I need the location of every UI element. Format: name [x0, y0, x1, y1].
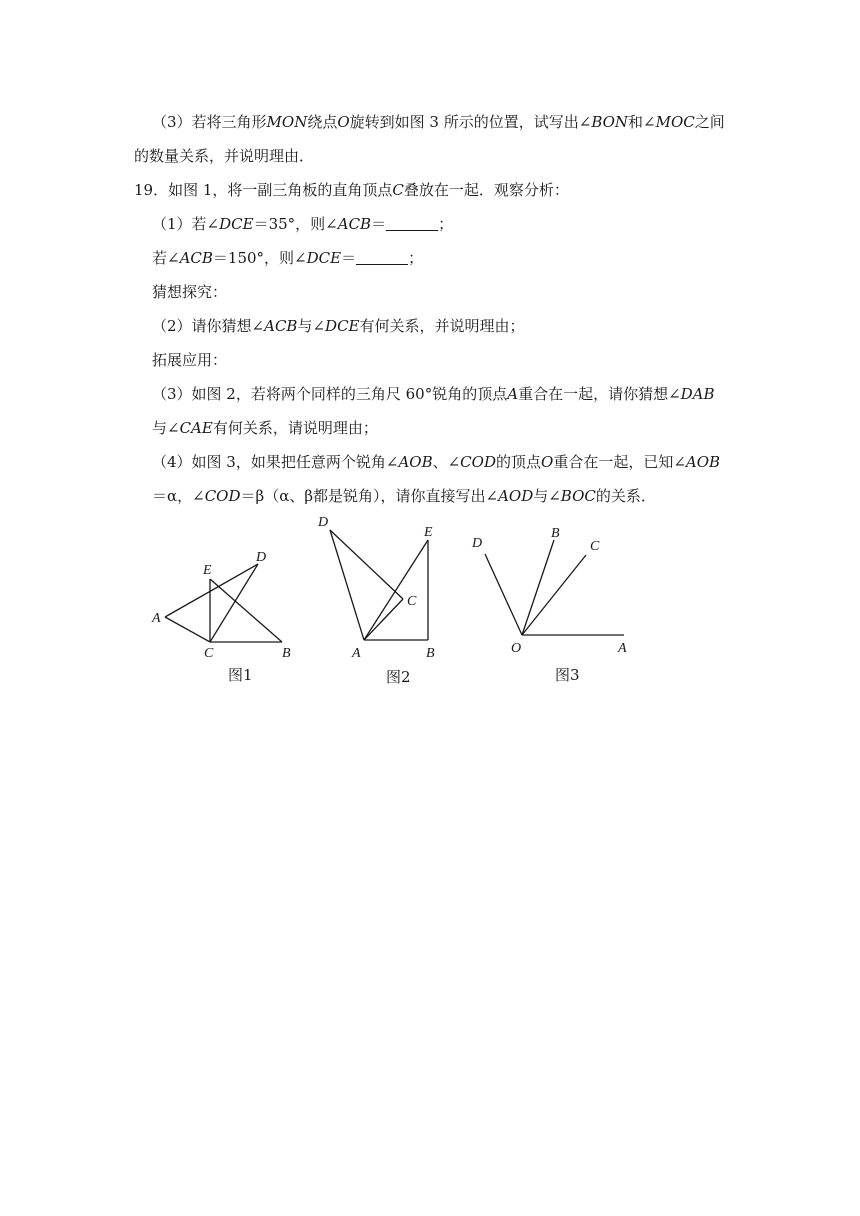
text-span: ＝	[371, 215, 387, 233]
text-span: 重合在一起，请你猜想∠	[518, 385, 681, 403]
var-span: C	[392, 181, 404, 199]
text-span: 的数量关系，并说明理由．	[134, 147, 315, 165]
var-span: COD	[460, 453, 496, 471]
text-span: 的顶点	[495, 453, 541, 471]
text-span: 、∠	[432, 453, 461, 471]
text-span: 与∠	[152, 419, 180, 437]
text-span: ＝	[341, 249, 357, 267]
figure-1	[165, 564, 282, 642]
var-span: DCE	[219, 215, 254, 233]
q19-part4-line1	[152, 452, 720, 472]
var-span: ACB	[337, 215, 372, 233]
text-span: （2）请你猜想∠	[152, 317, 265, 335]
fig2-caption: 图2	[386, 668, 411, 686]
var-span: DCE	[306, 249, 342, 267]
text-span: ＝β（α、β都是锐角），请你直接写出∠	[240, 487, 499, 505]
text-span: 的关系．	[595, 487, 656, 505]
text-span: ＝α，∠	[152, 487, 205, 505]
fig2-label-C: C	[407, 594, 417, 609]
fig3-ray-OB	[522, 540, 554, 635]
text-span: 重合在一起，已知∠	[553, 453, 686, 471]
text-span: （3）若将三角形	[152, 113, 267, 131]
fig1-label-A: A	[152, 611, 161, 626]
fig1-seg-CD	[210, 564, 258, 642]
fig3-label-C: C	[590, 539, 600, 554]
answer-blank[interactable]	[386, 216, 438, 231]
extension-heading	[152, 350, 227, 370]
figure-3	[485, 540, 624, 635]
fig1-seg-EB	[210, 579, 282, 642]
text-span: 叠放在一起．观察分析：	[403, 181, 569, 199]
fig1-caption: 图1	[228, 666, 253, 684]
text-span: 旋转到如图 3 所示的位置，试写出∠	[349, 113, 592, 131]
q19-part4-line2	[152, 486, 656, 506]
prev-question-line-1	[152, 112, 725, 132]
text-span: 和∠	[628, 113, 656, 131]
var-span: ACB	[179, 249, 213, 267]
fig3-ray-OD	[485, 554, 522, 635]
guess-heading	[152, 282, 227, 302]
text-span: 若∠	[152, 249, 180, 267]
var-span: O	[337, 113, 350, 131]
fig1-label-C: C	[204, 646, 214, 661]
text-span: 绕点	[307, 113, 338, 131]
var-span: MOC	[655, 113, 695, 131]
figure-2	[330, 530, 428, 640]
q19-part3-line1	[152, 384, 715, 404]
figures-panel	[150, 512, 640, 692]
text-span: ＝150°，则∠	[212, 249, 307, 267]
fig2-seg-AE	[364, 540, 428, 640]
var-span: CAE	[179, 419, 213, 437]
fig1-label-B: B	[282, 646, 291, 661]
fig2-label-D: D	[318, 515, 329, 530]
fig3-label-B: B	[551, 526, 560, 541]
var-span: A	[507, 385, 519, 403]
text-span: 猜想探究：	[152, 283, 228, 301]
q19-part1-line1	[152, 214, 453, 234]
var-span: AOD	[498, 487, 534, 505]
text-span: 有何关系，并说明理由；	[359, 317, 525, 335]
answer-blank[interactable]	[356, 250, 408, 265]
fig2-label-E: E	[424, 525, 433, 540]
var-span: AOB	[685, 453, 721, 471]
fig2-label-B: B	[426, 646, 435, 661]
var-span: DCE	[325, 317, 360, 335]
fig1-label-D: D	[256, 550, 267, 565]
text-span: 19．如图 1，将一副三角板的直角顶点	[134, 181, 393, 199]
text-span: （3）如图 2，若将两个同样的三角尺 60°锐角的顶点	[152, 385, 508, 403]
text-span: ；	[408, 249, 424, 267]
fig2-label-A: A	[352, 646, 361, 661]
fig3-caption: 图3	[555, 666, 580, 684]
var-span: BOC	[560, 487, 596, 505]
question-19-intro	[134, 180, 569, 200]
var-span: O	[541, 453, 554, 471]
fig3-label-D: D	[472, 536, 483, 551]
fig2-seg-CA	[364, 599, 403, 640]
var-span: MON	[266, 113, 308, 131]
fig1-label-E: E	[203, 563, 212, 578]
var-span: BON	[591, 113, 629, 131]
text-span: ＝35°，则∠	[253, 215, 338, 233]
fig3-label-O: O	[511, 641, 522, 656]
text-span: 之间	[694, 113, 725, 131]
text-span: （4）如图 3，如果把任意两个锐角∠	[152, 453, 399, 471]
var-span: COD	[204, 487, 241, 505]
fig1-seg-AC	[165, 617, 210, 642]
q19-part2	[152, 316, 525, 336]
var-span: ACB	[264, 317, 298, 335]
var-span: DAB	[680, 385, 715, 403]
text-span: ；	[438, 215, 454, 233]
fig3-ray-OC	[522, 555, 586, 635]
text-span: 有何关系，请说明理由；	[212, 419, 378, 437]
prev-question-line-2	[134, 146, 314, 166]
var-span: AOB	[398, 453, 433, 471]
text-span: 与∠	[533, 487, 561, 505]
fig3-label-A: A	[618, 641, 627, 656]
q19-part3-line2	[152, 418, 378, 438]
q19-part1-line2	[152, 248, 423, 268]
text-span: 与∠	[297, 317, 326, 335]
text-span: 拓展应用：	[152, 351, 228, 369]
text-span: （1）若∠	[152, 215, 220, 233]
